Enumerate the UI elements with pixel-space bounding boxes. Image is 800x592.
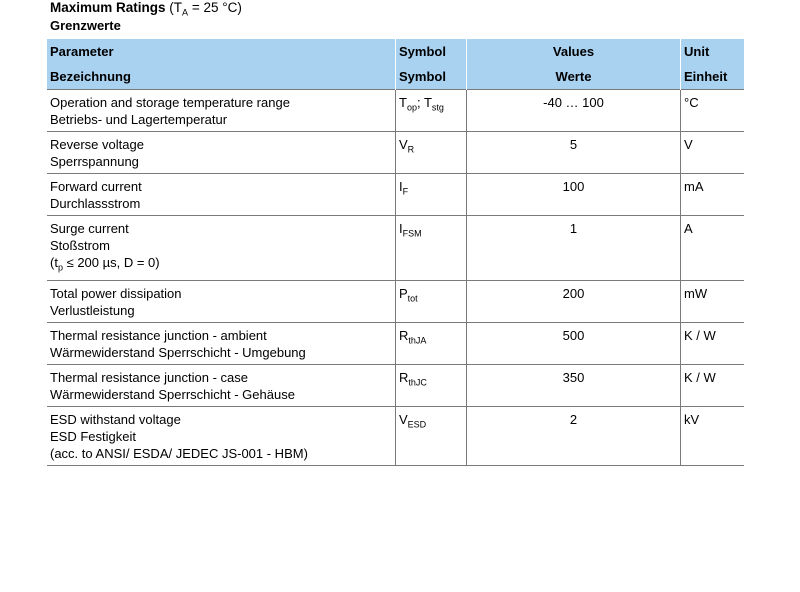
parameter-line: Surge current [50, 221, 129, 236]
parameter-line: Operation and storage temperature range [50, 95, 290, 110]
parameter-line: Betriebs- und Lagertemperatur [50, 112, 228, 127]
symbol-cell: $R_{thJA}$ [396, 322, 467, 364]
header-parameter: Parameter [47, 39, 396, 64]
parameter-cell [47, 406, 396, 465]
parameter-line: ESD withstand voltage [50, 411, 181, 427]
parameter-cell [47, 280, 396, 322]
value-cell: 5 [467, 132, 681, 174]
parameter-line: ESD Festigkeit [50, 428, 136, 444]
header-symbol: Symbol [396, 39, 467, 64]
parameter-line: (acc. to ANSI/ ESDA/ JEDEC JS-001 - HBM) [50, 445, 308, 461]
unit-cell: K / W [681, 322, 745, 364]
value-cell: 100 [467, 174, 681, 216]
parameter-line: Reverse voltage [50, 137, 144, 152]
value-cell: 1 [467, 216, 681, 281]
header-symbol-de: Symbol [396, 64, 467, 90]
symbol-cell: $T_{op}$; $T_{stg}$ [396, 90, 467, 132]
unit-cell: A [681, 216, 745, 281]
unit-cell: V [681, 132, 745, 174]
parameter-line: Thermal resistance junction - case [50, 369, 248, 385]
table-row [47, 90, 744, 132]
parameter-line: Verlustleistung [50, 302, 135, 318]
section-subtitle: Grenzwerte [50, 18, 121, 33]
value-cell: -40 … 100 [467, 90, 681, 132]
symbol-cell: $R_{thJC}$ [396, 364, 467, 406]
symbol-cell: $V_R$ [396, 132, 467, 174]
header-bezeichnung: Bezeichnung [47, 64, 396, 90]
symbol-cell: $P_{tot}$ [396, 280, 467, 322]
parameter-cell [47, 216, 396, 281]
parameter-line: Durchlassstrom [50, 196, 141, 211]
parameter-cell [47, 322, 396, 364]
title-bold: Maximum Ratings [50, 0, 166, 15]
unit-cell: °C [681, 90, 745, 132]
table-row [47, 132, 744, 174]
table-row [47, 364, 744, 406]
table-row [47, 174, 744, 216]
header-row-en [47, 39, 744, 64]
parameter-cell [47, 132, 396, 174]
parameter-line: Sperrspannung [50, 154, 139, 169]
parameter-line: Stoßstrom [50, 238, 110, 253]
unit-cell: kV [681, 406, 745, 465]
value-cell: 2 [467, 406, 681, 465]
table-row [47, 216, 744, 281]
parameter-line: Thermal resistance junction - ambient [50, 327, 267, 343]
unit-cell: mA [681, 174, 745, 216]
table-row [47, 406, 744, 465]
title-condition: ($T_A = 25$ °C) [169, 0, 242, 18]
symbol-cell: $V_{ESD}$ [396, 406, 467, 465]
parameter-line: Wärmewiderstand Sperrschicht - Umgebung [50, 344, 306, 360]
symbol-cell: $I_F$ [396, 174, 467, 216]
value-cell: 200 [467, 280, 681, 322]
unit-cell: K / W [681, 364, 745, 406]
parameter-line: Wärmewiderstand Sperrschicht - Gehäuse [50, 386, 295, 402]
header-werte: Werte [467, 64, 681, 90]
unit-cell: mW [681, 280, 745, 322]
header-row-de [47, 64, 744, 90]
maximum-ratings-table [47, 39, 744, 466]
value-cell: 500 [467, 322, 681, 364]
header-values: Values [467, 39, 681, 64]
value-cell: 350 [467, 364, 681, 406]
parameter-cell [47, 90, 396, 132]
parameter-line: Forward current [50, 179, 142, 194]
table-row [47, 322, 744, 364]
symbol-cell: $I_{FSM}$ [396, 216, 467, 281]
header-einheit: Einheit [681, 64, 745, 90]
parameter-cell [47, 364, 396, 406]
header-unit: Unit [681, 39, 745, 64]
parameter-cell [47, 174, 396, 216]
table-row [47, 280, 744, 322]
parameter-line: Total power dissipation [50, 285, 182, 301]
parameter-condition: ($t_p \le 200$ µs, D = 0) [50, 255, 160, 273]
